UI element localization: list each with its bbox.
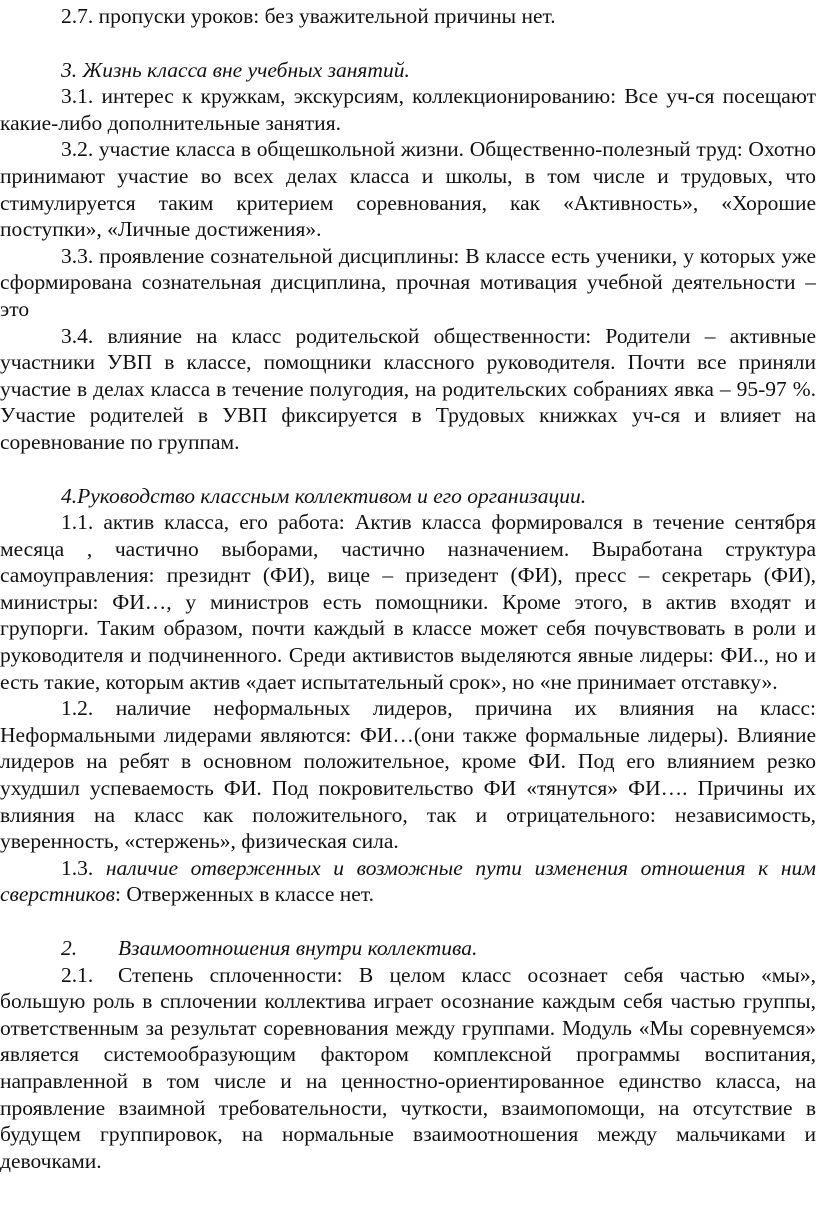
spacer [0, 456, 816, 483]
paragraph-2-1-number: 2.1. [61, 962, 94, 987]
section-4-heading: 4.Руководство классным коллективом и его организации. [61, 483, 587, 508]
paragraph-1-3-rest: : Отверженных в классе нет. [114, 882, 374, 907]
paragraph-1-2: 1.2. наличие неформальных лидеров, причина их влияния на класс: Неформальными лидерами являются: ФИ…(они также формальные лидеры). Влияние лидеров на ребят в основном положительное, кроме ФИ. Под его влиянием резко ухудшил успеваемость ФИ. Под покровительство ФИ «тянутся» ФИ…. Причины их влияния на класс как положительного, так и отрицательного: независимость, уверенность, «стержень», физическая сила. [0, 696, 816, 854]
paragraph-2-1-text: Степень сплоченности: В целом класс осознает себя частью «мы», большую роль в сплочении коллектива играет осознание каждым себя частью группы, ответственным за результат соревнования между группами. Модуль «Мы соревнуемся» является системообразующим фактором комплексной программы воспитания, направленной в том числе и на ценностно-ориентированное единство класса, на проявление взаимной требовательности, чуткости, взаимопомощи, на отсутствие в будущем группировок, на нормальные взаимоотношения между мальчиками и девочками. [0, 962, 816, 1173]
paragraph-3-2: 3.2. участие класса в общешкольной жизни. Общественно-полезный труд: Охотно принимают участие во всех делах класса и школы, в том числе и трудовых, что стимулируется таким критерием соревнования, как «Активность», «Хорошие поступки», «Личные достижения». [0, 137, 816, 242]
section-2-number: 2. [61, 936, 78, 960]
paragraph-3-3: 3.3. проявление сознательной дисциплины: В классе есть ученики, у которых уже сформирована сознательная дисциплина, прочная мотивация учебной деятельности – это [0, 243, 816, 321]
paragraph-2-1 [0, 962, 816, 1175]
paragraph-2-7: 2.7. пропуски уроков: без уважительной причины нет. [61, 4, 556, 28]
spacer [0, 30, 816, 57]
section-3-heading: 3. Жизнь класса вне учебных занятий. [61, 57, 410, 82]
section-2-heading [0, 935, 816, 962]
paragraph-3-1: 3.1. интерес к кружкам, экскурсиям, коллекционированию: Все уч-ся посещают какие-либо дополнительные занятия. [0, 84, 816, 135]
paragraph-1-1: 1.1. актив класса, его работа: Актив класса формировался в течение сентября месяца , частично выборами, частично назначением. Выработана структура самоуправления: президнт (ФИ), вице – призедент (ФИ), пресс – секретарь (ФИ), министры: ФИ…, у министров есть помощники. Кроме этого, в актив входят и групорги. Таким образом, почти каждый в классе может себя почувствовать в роли и руководителя и подчиненного. Среди активистов выделяются явные лидеры: ФИ.., но и есть такие, которым актив «дает испытательный срок», но «не принимает отставку». [0, 510, 816, 694]
paragraph-1-3 [0, 855, 816, 908]
paragraph-3-4: 3.4. влияние на класс родительской общественности: Родители – активные участники УВП в классе, помощники классного руководителя. Почти все приняли участие в делах класса в течение полугодия, на родительских собраниях явка – 95-97 %. Участие родителей в УВП фиксируется в Трудовых книжках уч-ся и влияет на соревнование по группам. [0, 323, 816, 454]
paragraph-1-3-italic: наличие отверженных и возможные пути изменения отношения к ним сверстников [0, 855, 816, 907]
spacer [0, 908, 816, 935]
section-2-title: Взаимоотношения внутри коллектива. [118, 936, 478, 960]
paragraph-1-3-number: 1.3. [61, 855, 106, 880]
